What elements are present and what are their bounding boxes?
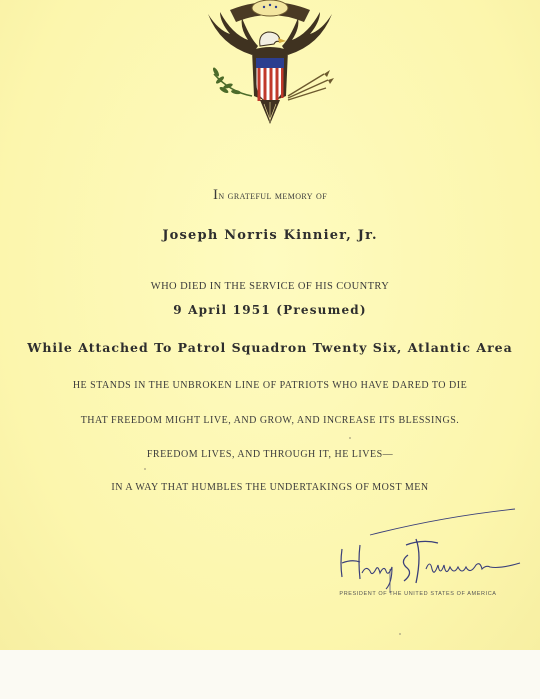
paper-speck: [144, 468, 146, 470]
tribute-line-2: THAT FREEDOM MIGHT LIVE, AND GROW, AND INCREASE ITS BLESSINGS.: [80, 415, 460, 426]
glory-cloud: [252, 0, 288, 16]
left-wing: [208, 12, 258, 55]
honoree-name: Joseph Norris Kinnier, Jr.: [162, 228, 378, 243]
tribute-line-3: FREEDOM LIVES, AND THROUGH IT, HE LIVES—: [146, 449, 394, 460]
paper-speck: [399, 633, 401, 635]
tribute-line-4: IN A WAY THAT HUMBLES THE UNDERTAKINGS OF MOST MEN: [111, 482, 429, 493]
date-of-death: 9 April 1951 (Presumed): [173, 303, 367, 317]
presidential-signature: [330, 505, 530, 595]
paper-speck: [349, 437, 351, 439]
unit-attachment: While Attached To Patrol Squadron Twenty Six, Atlantic Area: [27, 340, 513, 355]
page-margin: [0, 650, 540, 699]
opening-initial: I: [212, 187, 219, 203]
tribute-line-1: HE STANDS IN THE UNBROKEN LINE OF PATRIOTS WHO HAVE DARED TO DIE: [72, 380, 468, 391]
olive-branch-icon: [212, 67, 252, 96]
eagle-head: [260, 32, 280, 46]
arrows-icon: [288, 70, 334, 100]
opening-text: n grateful memory of: [218, 190, 328, 202]
shield-icon: [256, 58, 284, 104]
service-statement: WHO DIED IN THE SERVICE OF HIS COUNTRY: [150, 281, 390, 292]
right-wing: [282, 12, 332, 55]
great-seal-eagle-icon: [190, 0, 350, 130]
signer-title: PRESIDENT OF THE UNITED STATES OF AMERICA: [339, 591, 497, 597]
memorial-opening: [0, 187, 540, 204]
